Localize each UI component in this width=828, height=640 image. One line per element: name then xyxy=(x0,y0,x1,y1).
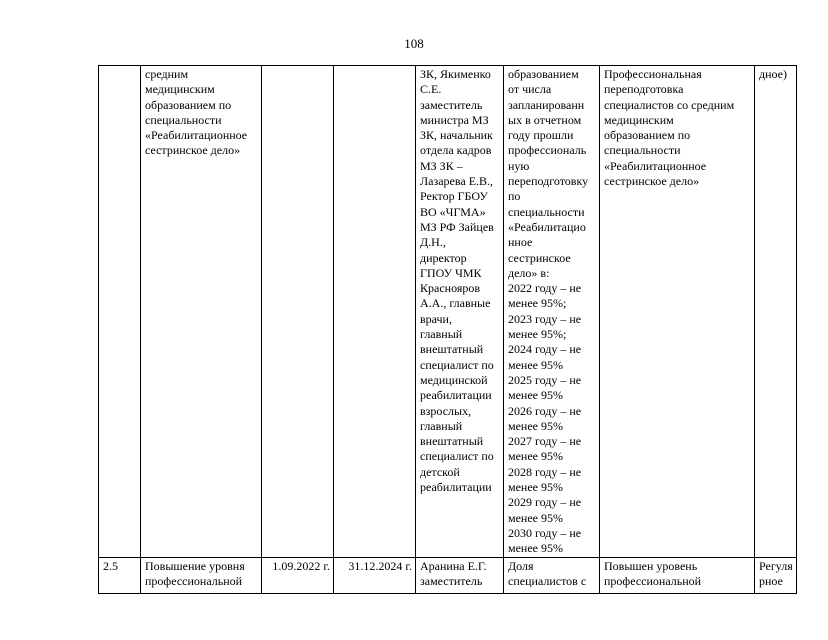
periodicity: дное) xyxy=(755,66,797,558)
table-row xyxy=(99,66,797,558)
start-date xyxy=(262,66,334,558)
measure-name: средним медицинским образованием по специальности «Реабилитационное сестринское дело» xyxy=(141,66,262,558)
start-date: 1.09.2022 г. xyxy=(262,557,334,593)
end-date: 31.12.2024 г. xyxy=(334,557,416,593)
item-number: 2.5 xyxy=(99,557,141,593)
measure-name: Повышение уровня профессиональной xyxy=(141,557,262,593)
end-date xyxy=(334,66,416,558)
item-number xyxy=(99,66,141,558)
measures-table xyxy=(98,65,797,594)
expected-result: Профессиональная переподготовка специалистов со средним медицинским образованием по специальности «Реабилитационное сестринское дело» xyxy=(600,66,755,558)
page-number: 108 xyxy=(404,36,424,51)
target-indicator: Доля специалистов с xyxy=(504,557,600,593)
target-indicator: образованием от числа запланированн ых в отчетном году прошли профессиональ ную переподготовку по специальности «Реабилитацио нное сестринское дело» в: 2022 году – не менее 95%; 2023 году – не менее 95%; 2024 году – не менее 95% 2025 году – не менее 95% 2026 году – не менее 95% 2027 году – не менее 95% 2028 году – не менее 95% 2029 году – не менее 95% 2030 году – не менее 95% xyxy=(504,66,600,558)
periodicity: Регуля рное xyxy=(755,557,797,593)
table-row xyxy=(99,557,797,593)
responsible-persons: Аранина Е.Г. заместитель xyxy=(416,557,504,593)
responsible-persons: ЗК, Якименко С.Е. заместитель министра МЗ ЗК, начальник отдела кадров МЗ ЗК – Лазарева Е.В., Ректор ГБОУ ВО «ЧГМА» МЗ РФ Зайцев Д.Н., директор ГПОУ ЧМК Краснояров А.А., главные врачи, главный внештатный специалист по медицинской реабилитации взрослых, главный внештатный специалист по детской реабилитации xyxy=(416,66,504,558)
expected-result: Повышен уровень профессиональной xyxy=(600,557,755,593)
